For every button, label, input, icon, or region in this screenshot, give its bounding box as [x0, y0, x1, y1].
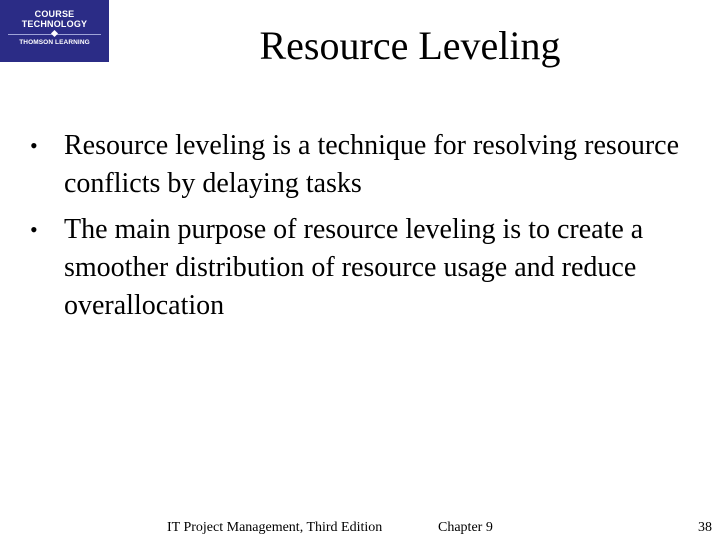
bullet-list [30, 127, 710, 333]
slide-title: Resource Leveling [259, 23, 561, 68]
bullet-item [30, 127, 710, 203]
logo-text-technology: TECHNOLOGY [21, 19, 88, 29]
bullet-icon: • [30, 217, 38, 242]
footer-page-number: 38 [698, 520, 712, 535]
course-technology-logo [0, 0, 109, 62]
logo-text-course: COURSE [34, 9, 75, 19]
logo-divider-icon [8, 30, 101, 38]
bullet-text: The main purpose of resource leveling is to create a smoother distribution of resource usage and reduce overallocation [64, 214, 644, 321]
bullet-item [30, 211, 710, 325]
bullet-icon: • [30, 133, 38, 158]
bullet-text: Resource leveling is a technique for resolving resource conflicts by delaying tasks [64, 130, 680, 199]
footer-chapter: Chapter 9 [438, 520, 493, 535]
logo-text-thomson-learning: THOMSON LEARNING [19, 39, 90, 46]
footer-book-title: IT Project Management, Third Edition [167, 520, 383, 535]
